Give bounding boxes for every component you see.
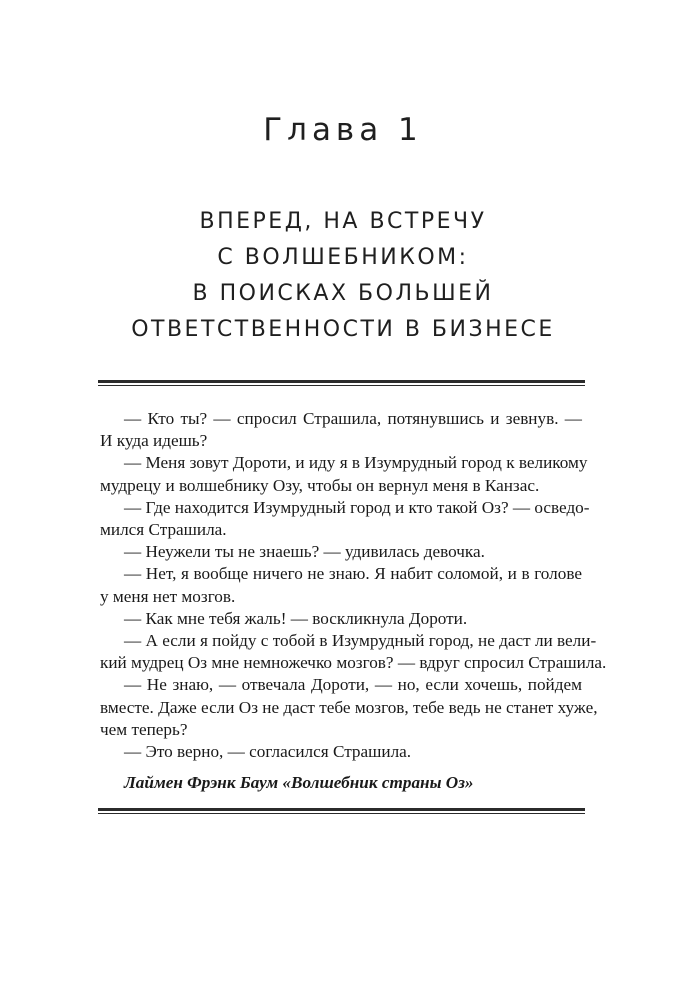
epigraph-line: мился Страшила. [100, 520, 227, 540]
epigraph-line: — Нет, я вообще ничего не знаю. Я набит соломой, и в голове [124, 564, 582, 584]
epigraph-line: И куда идешь? [100, 431, 208, 451]
epigraph-line: мудрецу и волшебнику Озу, чтобы он вернул меня в Канзас. [100, 475, 540, 495]
epigraph-line: — Как мне тебя жаль! — воскликнула Дороти. [124, 608, 468, 628]
epigraph-line: вместе. Даже если Оз не даст тебе мозгов, тебе ведь не станет хуже, [100, 697, 598, 717]
epigraph-line: — Где находится Изумрудный город и кто такой Оз? — осведо- [124, 497, 590, 517]
chapter-title-line: В ПОИСКАХ БОЛЬШЕЙ [192, 281, 494, 306]
epigraph-attribution: Лаймен Фрэнк Баум «Волшебник страны Оз» [124, 773, 474, 792]
chapter-title [0, 204, 686, 348]
epigraph-line: кий мудрец Оз мне немножечко мозгов? — вдруг спросил Страшила. [100, 653, 607, 673]
epigraph-line: — Меня зовут Дороти, и иду я в Изумрудный город к великому [124, 453, 588, 473]
epigraph-line: чем теперь? [100, 719, 188, 739]
epigraph-line: — Не знаю, — отвечала Дороти, — но, если хочешь, пойдем [124, 675, 582, 695]
chapter-title-line: С ВОЛШЕБНИКОМ: [217, 245, 469, 270]
epigraph-line: у меня нет мозгов. [100, 586, 236, 606]
bottom-divider [98, 808, 585, 815]
chapter-title-line: ОТВЕТСТВЕННОСТИ В БИЗНЕСЕ [131, 317, 555, 342]
epigraph-text [100, 408, 607, 763]
epigraph-line: — Кто ты? — спросил Страшила, потянувшись и зевнув. — [124, 409, 582, 428]
chapter-heading: Глава 1 [263, 112, 423, 148]
top-divider [98, 380, 585, 387]
epigraph-line: — А если я пойду с тобой в Изумрудный город, не даст ли вели- [124, 631, 597, 651]
epigraph-line: — Это верно, — согласился Страшила. [124, 742, 412, 762]
epigraph-line: — Неужели ты не знаешь? — удивилась девочка. [124, 542, 485, 562]
chapter-title-line: ВПЕРЕД, НА ВСТРЕЧУ [199, 209, 487, 234]
